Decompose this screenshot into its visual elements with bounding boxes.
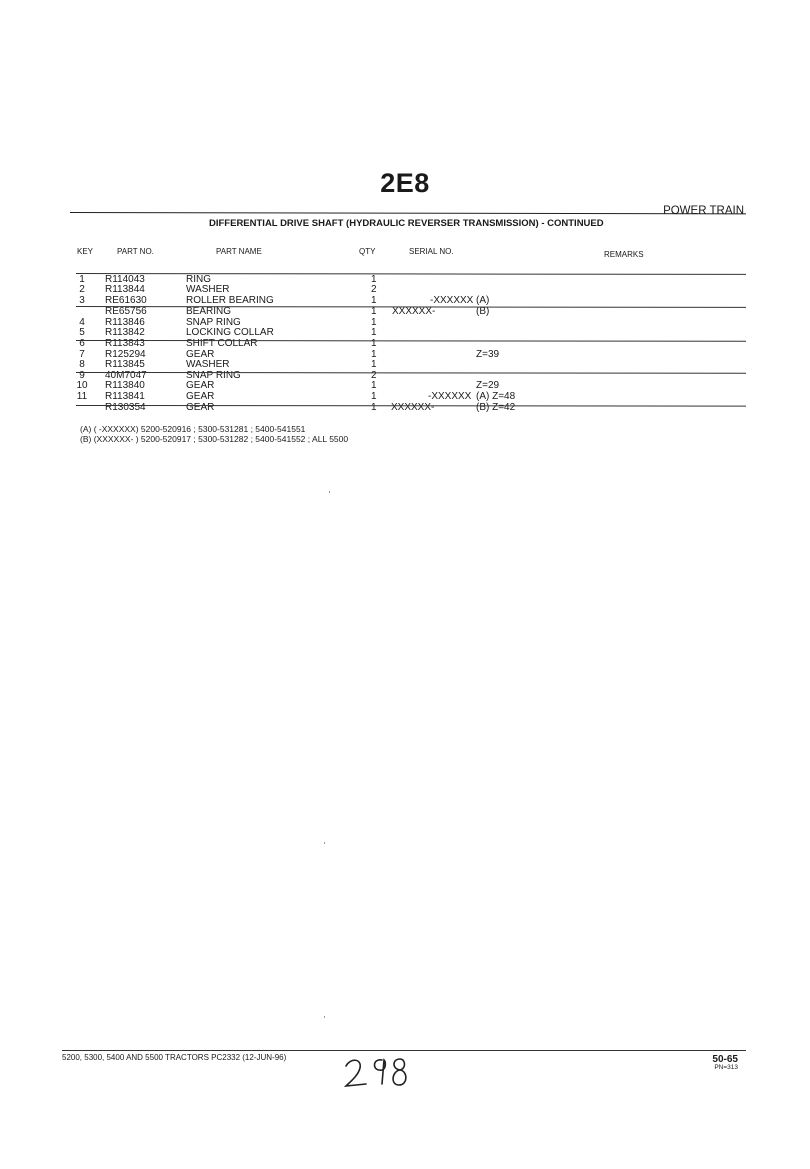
row-part-name: GEAR — [186, 391, 215, 402]
row-part-name: LOCKING COLLAR — [186, 327, 274, 338]
row-part-name: GEAR — [186, 402, 215, 413]
row-qty: 1 — [371, 338, 377, 349]
row-qty: 1 — [371, 295, 377, 306]
row-part-no: R113840 — [105, 380, 145, 391]
row-qty: 1 — [371, 274, 377, 285]
col-header-remarks: REMARKS — [604, 250, 644, 259]
row-part-name: SNAP RING — [186, 317, 241, 328]
row-qty: 1 — [371, 317, 377, 328]
scan-speck — [329, 491, 330, 493]
row-qty: 1 — [371, 391, 377, 402]
row-remarks: Z=39 — [476, 349, 500, 360]
row-remarks: (B) — [476, 306, 490, 317]
footnote-b: (B) (XXXXXX- ) 5200-520917 ; 5300-531282 ; 5400-541552 ; ALL 5500 — [80, 434, 349, 444]
row-key: 4 — [79, 317, 85, 328]
row-qty: 1 — [371, 359, 377, 370]
row-key: 9 — [79, 370, 85, 381]
footer-publication: 5200, 5300, 5400 AND 5500 TRACTORS PC2332 (12-JUN-96) — [62, 1053, 287, 1062]
row-key: 6 — [79, 338, 85, 349]
row-part-no: RE61630 — [105, 295, 147, 306]
row-key: 1 — [79, 274, 85, 285]
row-serial-no: XXXXXX- — [391, 402, 435, 413]
row-qty: 1 — [371, 327, 377, 338]
row-part-name: GEAR — [186, 349, 215, 360]
row-part-name: SNAP RING — [186, 370, 241, 381]
page-title: 2E8 — [380, 168, 430, 198]
row-part-no: R130354 — [105, 402, 146, 413]
row-part-no: R113843 — [105, 338, 145, 349]
row-part-no: R113846 — [105, 317, 145, 328]
row-remarks: (B) Z=42 — [476, 402, 516, 413]
row-remarks: (A) Z=48 — [476, 391, 516, 402]
row-key: 3 — [79, 295, 85, 306]
row-part-no: RE65756 — [105, 306, 147, 317]
row-part-no: R113844 — [105, 284, 145, 295]
col-header-serial-no: SERIAL NO. — [409, 247, 454, 256]
row-part-name: WASHER — [186, 359, 230, 370]
row-part-name: ROLLER BEARING — [186, 295, 274, 306]
header-rule — [70, 212, 746, 214]
row-qty: 1 — [371, 380, 377, 391]
row-part-no: R114043 — [105, 274, 145, 285]
row-part-no: R113841 — [105, 391, 145, 402]
row-serial-no: -XXXXXX — [430, 295, 474, 306]
footer-rule — [62, 1050, 746, 1051]
row-qty: 2 — [371, 370, 377, 381]
col-header-qty: QTY — [359, 247, 376, 256]
row-part-name: RING — [186, 274, 211, 285]
row-qty: 1 — [371, 306, 377, 317]
row-part-no: R125294 — [105, 349, 146, 360]
row-serial-no: XXXXXX- — [392, 306, 436, 317]
row-part-name: GEAR — [186, 380, 215, 391]
row-key: 10 — [76, 380, 88, 391]
pn-number: PN=313 — [714, 1064, 738, 1071]
row-key: 8 — [79, 359, 85, 370]
row-part-name: BEARING — [186, 306, 232, 317]
col-header-part-name: PART NAME — [216, 247, 262, 256]
row-key: 5 — [79, 327, 85, 338]
row-part-no: R113842 — [105, 327, 145, 338]
section-label: POWER TRAIN — [663, 205, 744, 217]
row-serial-no: -XXXXXX — [428, 391, 472, 402]
row-qty: 1 — [371, 402, 377, 413]
table-subtitle: DIFFERENTIAL DRIVE SHAFT (HYDRAULIC REVERSER TRANSMISSION) - CONTINUED — [209, 218, 604, 229]
row-remarks: Z=29 — [476, 380, 500, 391]
page-number: 50-65 — [712, 1054, 738, 1065]
row-part-name: WASHER — [186, 284, 230, 295]
row-key: 11 — [76, 391, 88, 402]
row-key: 7 — [79, 349, 85, 360]
col-header-key: KEY — [77, 247, 94, 256]
row-qty: 2 — [371, 284, 377, 295]
row-key: 2 — [79, 284, 85, 295]
col-header-part-no: PART NO. — [117, 247, 154, 256]
row-remarks: (A) — [476, 295, 490, 306]
row-part-no: R113845 — [105, 359, 145, 370]
scan-speck — [324, 1016, 325, 1018]
row-part-name: SHIFT COLLAR — [186, 338, 258, 349]
row-qty: 1 — [371, 349, 377, 360]
row-part-no: 40M7047 — [105, 370, 147, 381]
handwritten-page-number — [342, 1054, 412, 1095]
footnote-a: (A) ( -XXXXXX) 5200-520916 ; 5300-531281 ; 5400-541551 — [80, 424, 306, 434]
scan-speck — [324, 842, 325, 844]
